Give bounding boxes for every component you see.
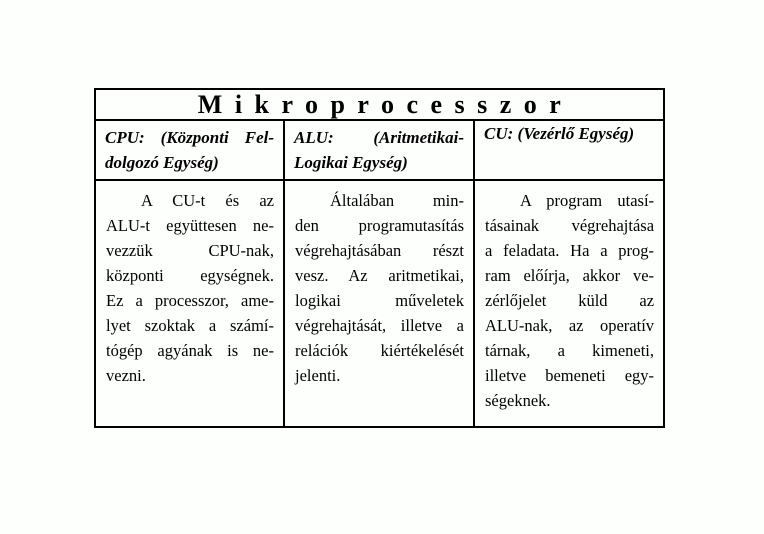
body-row: [95, 180, 664, 427]
text-line: tásainak végrehajtása: [485, 216, 655, 235]
text-line: végrehajtását, illetve a: [295, 316, 464, 335]
text-line: ALU-t együttesen ne-: [106, 216, 274, 235]
text-line: vezzük CPU-nak,: [106, 241, 274, 260]
text-line: tógép agyának is ne-: [106, 341, 274, 360]
header-cell-cu: [474, 120, 664, 180]
text-line: relációk kiértékelését: [295, 341, 464, 360]
microprocessor-table: [94, 88, 665, 428]
text-line: A CU-t és az: [141, 191, 274, 210]
text-line: vezni.: [106, 366, 146, 385]
title-row: [95, 89, 664, 120]
text-line: jelenti.: [295, 366, 341, 385]
body-cell-alu: [284, 180, 474, 427]
header-cell-cpu: [95, 120, 284, 180]
text-line: ségeknek.: [485, 391, 551, 410]
header-cell-alu: [284, 120, 474, 180]
text-line: lyet szoktak a számí-: [106, 316, 274, 335]
text-line: ram előírja, akkor ve-: [485, 266, 655, 285]
text-line: Logikai Egység): [294, 153, 408, 172]
text-line: végrehajtásában részt: [295, 241, 464, 260]
text-line: ALU: (Aritmetikai-: [294, 128, 464, 147]
text-line: logikai műveletek: [295, 291, 464, 310]
text-line: vesz. Az aritmetikai,: [295, 266, 464, 285]
text-line: tárnak, a kimeneti,: [485, 341, 655, 360]
text-line: Általában min-: [330, 191, 464, 210]
text-line: illetve bemeneti egy-: [485, 366, 655, 385]
text-line: központi egységnek.: [106, 266, 274, 285]
text-line: zérlőjelet küld az: [485, 291, 655, 310]
text-line: den programutasítás: [295, 216, 464, 235]
text-line: CPU: (Központi Fel-: [105, 128, 274, 147]
text-line: CU: (Vezérlő Egység): [484, 124, 635, 143]
text-line: dolgozó Egység): [105, 153, 219, 172]
text-line: Ez a processzor, ame-: [106, 291, 274, 310]
table-title: Mikroprocesszor: [95, 89, 664, 120]
text-line: ALU-nak, az operatív: [485, 316, 655, 335]
body-cell-cu: [474, 180, 664, 427]
header-row: [95, 120, 664, 180]
text-line: a feladata. Ha a prog-: [485, 241, 655, 260]
text-line: A program utasí-: [520, 191, 655, 210]
body-cell-cpu: [95, 180, 284, 427]
